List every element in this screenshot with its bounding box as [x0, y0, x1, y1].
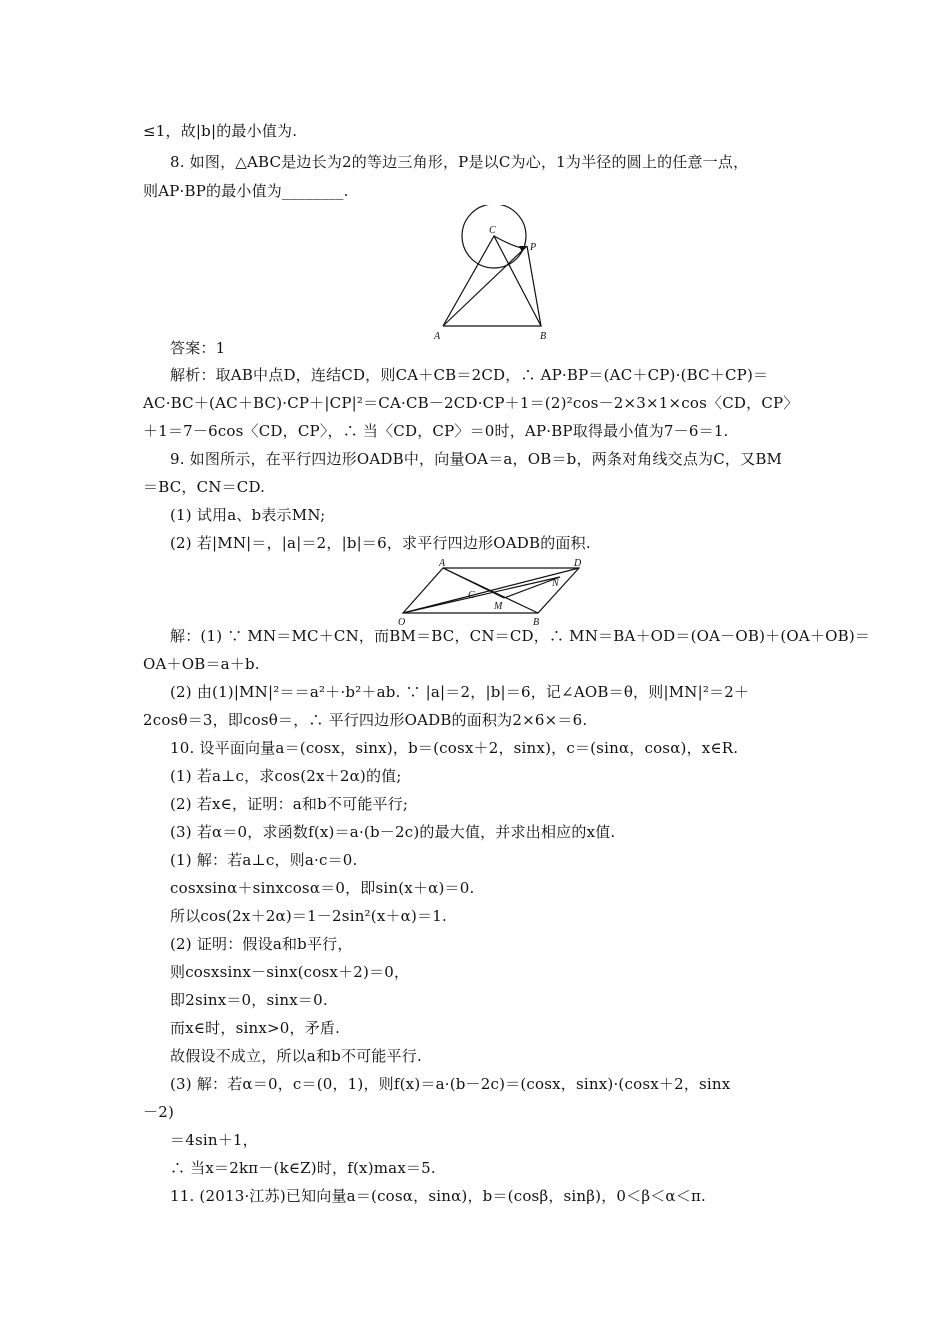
text-line: AC·BC＋(AC＋BC)·CP＋|CP|²＝CA·CB－2CD·CP＋1＝(2)²cos－2×3×1×cos〈CD，CP〉: [143, 394, 799, 412]
text-line: ＝BC，CN＝CD.: [143, 478, 266, 496]
problem-8-line: 8. 如图，△ABC是边长为2的等边三角形，P是以C为心，1为半径的圆上的任意一点，: [170, 153, 749, 171]
problem-10-line: 10. 设平面向量a＝(cosx，sinx)，b＝(cosx＋2，sinx)，c＝(sinα，cosα)，x∈R.: [170, 739, 739, 757]
text-line: (1) 若a⊥c，求cos(2x＋2α)的值;: [170, 767, 402, 785]
text-line: 即2sinx＝0，sinx＝0.: [170, 991, 328, 1009]
label-m: M: [494, 601, 503, 612]
text-line: 2cosθ＝3，即cosθ＝，∴ 平行四边形OADB的面积为2×6×＝6.: [143, 711, 588, 729]
label-a: A: [439, 558, 446, 569]
text-line: 解：(1) ∵ MN＝MC＋CN，而BM＝BC，CN＝CD，∴ MN＝BA＋OD＝(OA－OB)＋(OA＋OB)＝: [170, 627, 871, 645]
problem-9-line: 9. 如图所示，在平行四边形OADB中，向量OA＝a，OB＝b，两条对角线交点为C，又BM: [170, 450, 783, 468]
text-line: (3) 若α＝0，求函数f(x)＝a·(b－2c)的最大值，并求出相应的x值.: [170, 823, 616, 841]
label-p: P: [530, 242, 537, 253]
text-line: (2) 证明：假设a和b平行，: [170, 935, 353, 953]
text-line: 所以cos(2x＋2α)＝1－2sin²(x＋α)＝1.: [170, 907, 447, 925]
text-line: 则AP·BP的最小值为________.: [143, 182, 349, 200]
label-b: B: [540, 331, 547, 342]
text-line: ＝4sin＋1，: [170, 1131, 258, 1149]
text-line: (3) 解：若α＝0，c＝(0，1)，则f(x)＝a·(b－2c)＝(cosx，sinx)·(cosx＋2，sinx: [170, 1075, 731, 1093]
text-line: (2) 若|MN|＝，|a|＝2，|b|＝6，求平行四边形OADB的面积.: [170, 534, 591, 552]
text-line: (2) 由(1)|MN|²＝＝a²＋·b²＋ab. ∵ |a|＝2，|b|＝6，记∠AOB＝θ，则|MN|²＝2＋: [170, 683, 750, 701]
label-a: A: [434, 331, 441, 342]
text-line: －2): [143, 1103, 174, 1121]
problem-11-line: 11. (2013·江苏)已知向量a＝(cosα，sinα)，b＝(cosβ，sinβ)，0＜β＜α＜π.: [170, 1187, 706, 1205]
text-line: cosxsinα＋sinxcosα＝0，即sin(x＋α)＝0.: [170, 879, 475, 897]
text-line: 而x∈时，sinx>0，矛盾.: [170, 1019, 341, 1037]
text-line: 解析：取AB中点D，连结CD，则CA＋CB＝2CD，∴ AP·BP＝(AC＋CP)·(BC＋CP)＝: [170, 366, 769, 384]
text-line: 则cosxsinx－sinx(cosx＋2)＝0，: [170, 963, 410, 981]
triangle-circle-figure: [430, 205, 550, 343]
text-line: ＋1＝7－6cos〈CD，CP〉，∴ 当〈CD，CP〉＝0时，AP·BP取得最小值为7－6＝1.: [143, 422, 729, 440]
text-line: (1) 试用a、b表示MN;: [170, 506, 326, 524]
label-d: D: [574, 558, 582, 569]
label-c: C: [468, 590, 475, 601]
label-c: C: [489, 225, 496, 236]
text-line: OA＋OB＝a＋b.: [143, 655, 260, 673]
parallelogram-figure: [395, 556, 590, 626]
text-line: ∴ 当x＝2kπ－(k∈Z)时，f(x)max＝5.: [170, 1159, 436, 1177]
text-line: 故假设不成立，所以a和b不可能平行.: [170, 1047, 422, 1065]
text-line: (1) 解：若a⊥c，则a·c＝0.: [170, 851, 358, 869]
label-b: B: [533, 617, 540, 626]
answer-line: 答案：1: [170, 339, 226, 357]
label-n: N: [552, 578, 559, 589]
text-line: ≤1，故|b|的最小值为.: [143, 122, 298, 140]
text-line: (2) 若x∈，证明：a和b不可能平行;: [170, 795, 409, 813]
label-o: O: [398, 617, 406, 626]
